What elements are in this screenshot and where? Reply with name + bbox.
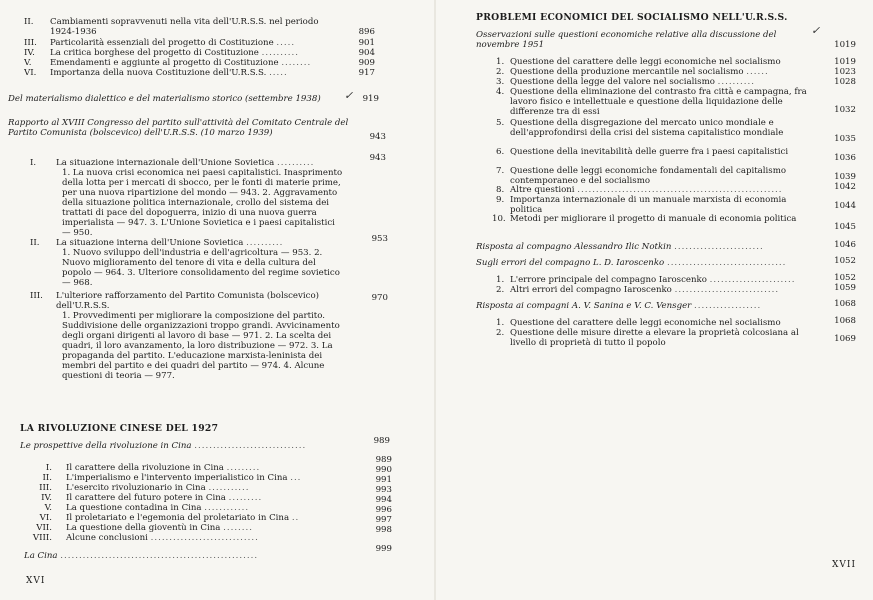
page-number: 1044 xyxy=(834,201,856,211)
page-number: 991 xyxy=(375,475,392,485)
check-mark-icon: ✓ xyxy=(811,24,821,37)
toc-entry: Sugli errori del compagno L. D. Iaroscenko ................................ xyxy=(476,258,787,268)
page-number: 1023 xyxy=(834,67,856,77)
page-number: 1036 xyxy=(834,153,856,163)
toc-entry: 9. Importanza internazionale di un manuale marxista di economia politica xyxy=(496,195,787,215)
toc-entry: 2. Altri errori del compagno Iaroscenko ............................ xyxy=(496,285,780,295)
toc-entry: VI. Importanza della nuova Costituzione dell'U.R.S.S. ..... xyxy=(24,68,288,78)
toc-entry: V. La questione contadina in Cina ............ xyxy=(44,503,250,513)
check-mark-icon: ✓ xyxy=(344,89,354,102)
toc-entry: I. La situazione internazionale dell'Unione Sovietica .......... xyxy=(30,158,315,168)
toc-entry: Le prospettive della rivoluzione in Cina .............................. xyxy=(20,441,307,451)
page-number: 989 xyxy=(375,455,392,465)
toc-detail: 1. La nuova crisi economica nei paesi capitalistici. Inasprimento della lotta per i mercati di sbocco, per le fonti di materie prime, per una nuova ripartizione del mondo — 943. 2. Aggravamento della situazione politica internazionale, crollo del sistema dei trattati di pace del dopoguerra, inizio di una nuova guerra imperialista — 947. 3. L'Unione Sovietica e i paesi capitalistici — 950. xyxy=(62,168,343,238)
toc-entry: II. La situazione interna dell'Unione Sovietica .......... xyxy=(30,238,284,248)
page-number: 943 xyxy=(369,132,386,142)
page-number: 993 xyxy=(375,485,392,495)
page-number: 989 xyxy=(373,436,390,446)
page-number: 970 xyxy=(371,293,388,303)
toc-entry: I. Il carattere della rivoluzione in Cina ......... xyxy=(45,463,261,473)
toc-entry: VIII. Alcune conclusioni ............................. xyxy=(32,533,259,543)
toc-entry: V. Emendamenti e aggiunte al progetto di Costituzione ........ xyxy=(24,58,312,68)
page-number: 996 xyxy=(375,505,392,515)
toc-entry: 1. L'errore principale del compagno Iaroscenko ....................... xyxy=(496,275,796,285)
toc-entry: III. L'ulteriore rafforzamento del Partito Comunista (bolscevico) dell'U.R.S.S. xyxy=(30,291,319,311)
page-number: 1028 xyxy=(834,77,856,87)
toc-detail: 1. Provvedimenti per migliorare la composizione del partito. Suddivisione delle organizzazioni troppo grandi. Avvicinamento degli organi dirigenti al lavoro di base — 971. 2. La scelta dei quadri, il loro avanzamento, la loro distribuzione — 972. 3. La propaganda del partito. L'educazione marxista-leninista dei membri del partito e dei quadri del partito — 974. 4. Alcune questioni di teoria — 977. xyxy=(62,311,340,381)
page-number: 901 xyxy=(358,38,375,48)
page-number: 994 xyxy=(375,495,392,505)
right-page xyxy=(436,0,873,600)
toc-entry: Risposta al compagno Alessandro Ilic Notkin ........................ xyxy=(476,242,764,252)
toc-entry: IV. Il carattere del futuro potere in Cina ......... xyxy=(41,493,263,503)
toc-entry: Del materialismo dialettico e del materialismo storico (settembre 1938) xyxy=(8,94,321,104)
toc-entry: La Cina ..................................................... xyxy=(24,551,259,561)
folio: XVI xyxy=(26,576,46,586)
toc-entry: IV. La critica borghese del progetto di Costituzione .......... xyxy=(24,48,299,58)
page-number: 1035 xyxy=(834,134,856,144)
folio: XVII xyxy=(832,560,857,570)
toc-entry: VII. La questione della gioventù in Cina ........ xyxy=(36,523,253,533)
page-number: 1068 xyxy=(834,316,856,326)
toc-entry: Rapporto al XVIII Congresso del partito sull'attività del Comitato Centrale del Partito Comunista (bolscevico) dell'U.R.S.S. (10 marzo 1939) xyxy=(8,118,349,138)
page-number: 999 xyxy=(375,544,392,554)
page-number: 909 xyxy=(358,58,375,68)
page-number: 1039 xyxy=(834,172,856,182)
toc-entry: III. Particolarità essenziali del progetto di Costituzione ..... xyxy=(24,38,296,48)
toc-entry: 2. Questione delle misure dirette a elevare la proprietà colcosiana al livello di proprietà di tutto il popolo xyxy=(496,328,799,348)
toc-entry: 10. Metodi per migliorare il progetto di manuale di economia politica xyxy=(492,214,797,224)
toc-entry: Risposta ai compagni A. V. Sanina e V. C. Vensger .................. xyxy=(476,301,762,311)
page-number: 1069 xyxy=(834,334,856,344)
page-number: 1019 xyxy=(834,40,856,50)
page-number: 917 xyxy=(358,68,375,78)
page-number: 997 xyxy=(375,515,392,525)
toc-entry: II. L'imperialismo e l'intervento imperialistico in Cina ... xyxy=(42,473,302,483)
toc-entry: 1. Questione del carattere delle leggi economiche nel socialismo xyxy=(496,57,781,67)
page-number: 1059 xyxy=(834,283,856,293)
toc-detail: 1. Nuovo sviluppo dell'industria e dell'agricoltura — 953. 2. Nuovo miglioramento del tenore di vita e della cultura del popolo — 964. 3. Ulteriore consolidamento del regime sovietico — 968. xyxy=(62,248,340,288)
page-number: 919 xyxy=(362,94,379,104)
toc-entry: III. L'esercito rivoluzionario in Cina ........... xyxy=(39,483,250,493)
toc-entry: Osservazioni sulle questioni economiche relative alla discussione del novembre 1951 xyxy=(476,30,777,50)
toc-entry: 2. Questione della produzione mercantile nel socialismo ...... xyxy=(496,67,769,77)
page-number: 1045 xyxy=(834,222,856,232)
toc-entry: 7. Questione delle leggi economiche fondamentali del capitalismo contemporaneo e del socialismo xyxy=(496,166,787,186)
toc-entry: 6. Questione della inevitabilità delle guerre fra i paesi capitalistici xyxy=(496,147,789,157)
page-number: 1046 xyxy=(834,240,856,250)
toc-entry: 1. Questione del carattere delle leggi economiche nel socialismo xyxy=(496,318,781,328)
page-number: 896 xyxy=(358,27,375,37)
toc-entry: 8. Altre questioni ....................................................... xyxy=(496,185,783,195)
page-number: 1052 xyxy=(834,273,856,283)
toc-entry: II. Cambiamenti sopravvenuti nella vita dell'U.R.S.S. nel periodo 1924-1936 xyxy=(24,17,319,37)
page-number: 1068 xyxy=(834,299,856,309)
section-heading: LA RIVOLUZIONE CINESE DEL 1927 xyxy=(20,424,219,434)
toc-entry: 4. Questione della eliminazione del contrasto fra città e campagna, fra lavoro fisico e intellettuale e questione della liquidazione delle differenze tra di essi xyxy=(496,87,807,117)
page-number: 904 xyxy=(358,48,375,58)
page-number: 1042 xyxy=(834,182,856,192)
page-number: 953 xyxy=(371,234,388,244)
page-number: 1052 xyxy=(834,256,856,266)
page-number: 943 xyxy=(369,153,386,163)
page-number: 998 xyxy=(375,525,392,535)
toc-entry: 3. Questione della legge del valore nel socialismo .......... xyxy=(496,77,755,87)
toc-entry: VI. Il proletariato e l'egemonia del proletariato in Cina .. xyxy=(39,513,300,523)
page-number: 990 xyxy=(375,465,392,475)
left-page xyxy=(0,0,436,600)
section-heading: PROBLEMI ECONOMICI DEL SOCIALISMO NELL'U.R.S.S. xyxy=(476,13,788,23)
toc-entry: 5. Questione della disgregazione del mercato unico mondiale e dell'approfondirsi della crisi del sistema capitalistico mondiale xyxy=(496,118,784,138)
page-number: 1032 xyxy=(834,105,856,115)
page-number: 1019 xyxy=(834,57,856,67)
